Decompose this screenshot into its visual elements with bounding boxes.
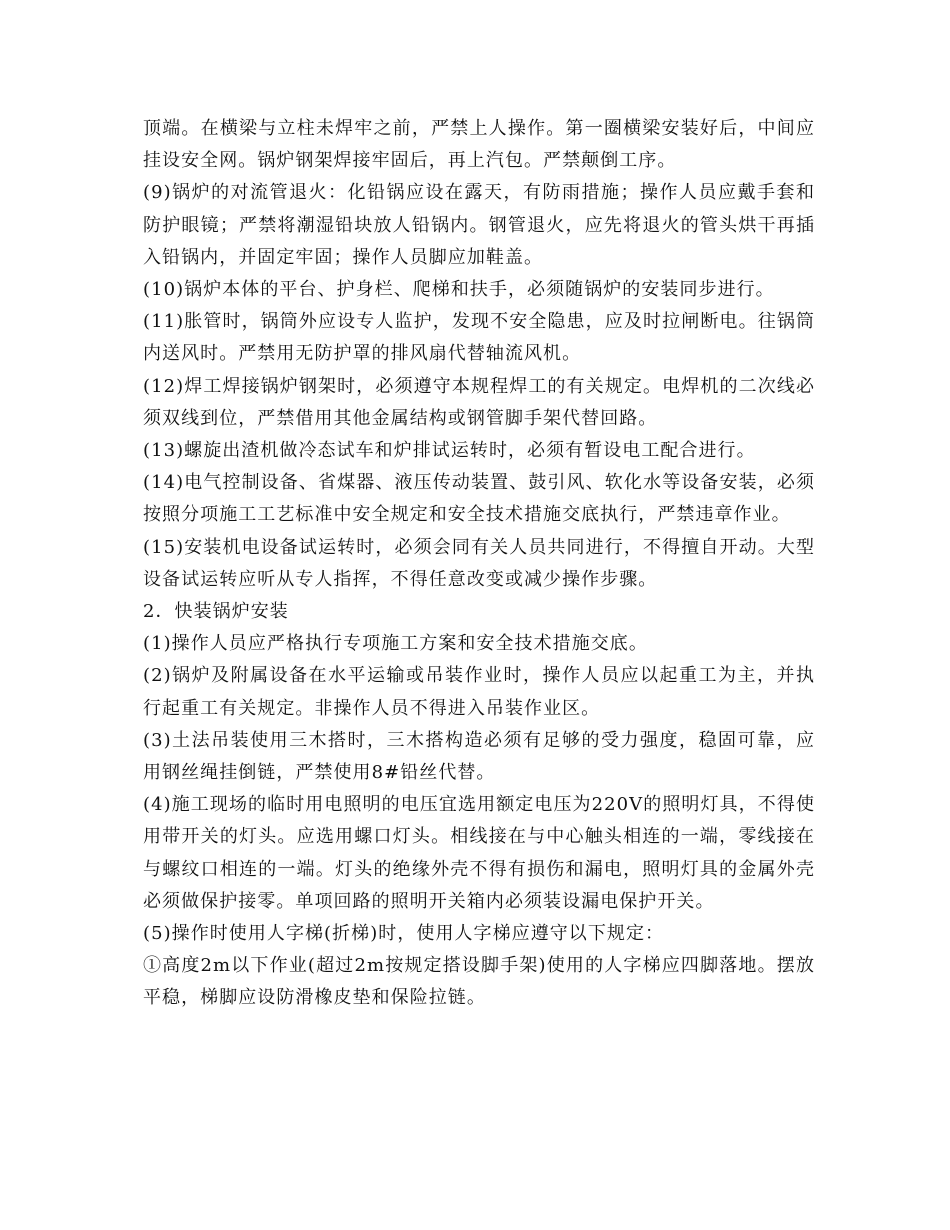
paragraph-item-15: (15)安装机电设备试运转时，必须会同有关人员共同进行，不得擅自开动。大型设备试运转应听从专人指挥，不得任意改变或减少操作步骤。 — [143, 536, 815, 590]
section-heading: 2．快装锅炉安装 — [143, 601, 289, 623]
paragraph-sub-5-item-1: ①高度2m以下作业(超过2m按规定搭设脚手架)使用的人字梯应四脚落地。摆放平稳，梯脚应设防滑橡皮垫和保险拉链。 — [143, 955, 815, 1009]
paragraph-sub-1: (1)操作人员应严格执行专项施工方案和安全技术措施交底。 — [143, 633, 648, 655]
paragraph-item-12: (12)焊工焊接锅炉钢架时，必须遵守本规程焊工的有关规定。电焊机的二次线必须双线到位，严禁借用其他金属结构或钢管脚手架代替回路。 — [143, 375, 815, 429]
paragraph-sub-4: (4)施工现场的临时用电照明的电压宜选用额定电压为220V的照明灯具，不得使用带开关的灯头。应选用螺口灯头。相线接在与中心触头相连的一端，零线接在与螺纹口相连的一端。灯头的绝缘外壳不得有损伤和漏电，照明灯具的金属外壳必须做保护接零。单项回路的照明开关箱内必须装设漏电保护开关。 — [143, 794, 815, 912]
paragraph-item-14: (14)电气控制设备、省煤器、液压传动装置、鼓引风、软化水等设备安装，必须按照分项施工工艺标准中安全规定和安全技术措施交底执行，严禁违章作业。 — [143, 472, 815, 526]
document-body — [143, 113, 815, 1015]
paragraph-continuation: 顶端。在横梁与立柱未焊牢之前，严禁上人操作。第一圈横梁安装好后，中间应挂设安全网。锅炉钢架焊接牢固后，再上汽包。严禁颠倒工序。 — [143, 118, 815, 172]
paragraph-item-11: (11)胀管时，锅筒外应设专人监护，发现不安全隐患，应及时拉闸断电。往锅筒内送风时。严禁用无防护罩的排风扇代替轴流风机。 — [143, 311, 815, 365]
paragraph-sub-5: (5)操作时使用人字梯(折梯)时，使用人字梯应遵守以下规定： — [143, 923, 665, 945]
paragraph-sub-2: (2)锅炉及附属设备在水平运输或吊装作业时，操作人员应以起重工为主，并执行起重工有关规定。非操作人员不得进入吊装作业区。 — [143, 665, 815, 719]
paragraph-item-10: (10)锅炉本体的平台、护身栏、爬梯和扶手，必须随锅炉的安装同步进行。 — [143, 279, 775, 301]
paragraph-item-9: (9)锅炉的对流管退火：化铅锅应设在露天，有防雨措施；操作人员应戴手套和防护眼镜；严禁将潮湿铅块放人铅锅内。钢管退火，应先将退火的管头烘干再插入铅锅内，并固定牢固；操作人员脚应加鞋盖。 — [143, 182, 815, 268]
paragraph-item-13: (13)螺旋出渣机做冷态试车和炉排试运转时，必须有暂设电工配合进行。 — [143, 440, 756, 462]
paragraph-sub-3: (3)土法吊装使用三木搭时，三木搭构造必须有足够的受力强度，稳固可靠，应用钢丝绳挂倒链，严禁使用8#铅丝代替。 — [143, 729, 815, 784]
